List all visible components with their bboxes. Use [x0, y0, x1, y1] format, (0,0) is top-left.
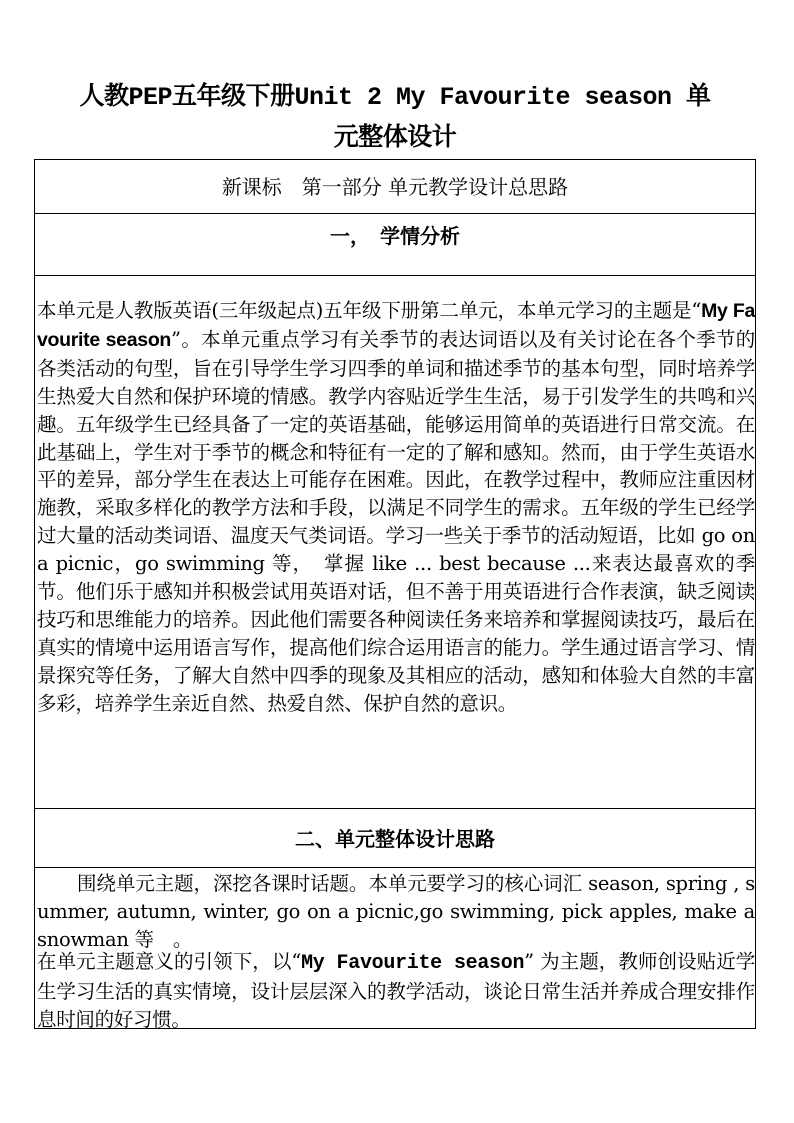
table-header: 新课标 第一部分 单元教学设计总思路 [221, 175, 569, 199]
unit-theme-text: My Favourite season [37, 300, 756, 351]
section-1-heading: 一， 学情分析 [330, 224, 460, 248]
section-2-text-part-1: 在单元主题意义的引领下，以“ [37, 950, 302, 973]
section-1-text-part-1: 本单元是人教版英语(三年级起点)五年级下册第二单元，本单元学习的主题是“ [37, 299, 702, 322]
table-divider [35, 808, 755, 809]
section-2-paragraph-2 [37, 948, 755, 1034]
unit-theme-text: My Favourite season [301, 952, 525, 975]
section-1-paragraph [37, 297, 755, 718]
document-title-line-2: 元整体设计 [333, 124, 457, 153]
section-2-text-part-2: ” 为主题，教师创设贴近学生学习生活的真实情境，设计层层深入的教学活动，谈论日常生活并养成合理安排作息时间的好习惯。 [37, 950, 755, 1031]
unit-design-table [34, 159, 756, 1029]
document-title-line-1: 人教PEP五年级下册Unit 2 My Favourite season 单 [79, 83, 711, 112]
section-2-heading: 二、单元整体设计思路 [295, 827, 495, 851]
section-2-paragraph-1: 围绕单元主题，深挖各课时话题。本单元要学习的核心词汇 season, spring , summer, autumn, winter, go on a picnic,go swimming, pick apples, make a snowman 等 。 [37, 872, 755, 951]
section-1-text-part-2: ”。本单元重点学习有关季节的表达词语以及有关讨论在各个季节的各类活动的句型，旨在引导学生学习四季的单词和描述季节的基本句型，同时培养学生热爱大自然和保护环境的情感。教学内容贴近学生生活，易于引发学生的共鸣和兴趣。五年级学生已经具备了一定的英语基础，能够运用简单的英语进行日常交流。在此基础上，学生对于季节的概念和特征有一定的了解和感知。然而，由于学生英语水平的差异，部分学生在表达上可能存在困难。因此，在教学过程中，教师应注重因材施教，采取多样化的教学方法和手段，以满足不同学生的需求。五年级的学生已经学过大量的活动类词语、温度天气类词语。学习一些关于季节的活动短语，比如 go on a picnic，go swimming 等， 掌握 like ... best because ...来表达最喜欢的季节。他们乐于感知并积极尝试用英语对话，但不善于用英语进行合作表演，缺乏阅读技巧和思维能力的培养。因此他们需要各种阅读任务来培养和掌握阅读技巧，最后在真实的情境中运用语言写作，提高他们综合运用语言的能力。学生通过语言学习、情景探究等任务，了解大自然中四季的现象及其相应的活动，感知和体验大自然的丰富多彩，培养学生亲近自然、热爱自然、保护自然的意识。 [37, 327, 755, 715]
table-divider [35, 213, 755, 214]
table-divider [35, 867, 755, 868]
table-divider [35, 275, 755, 276]
